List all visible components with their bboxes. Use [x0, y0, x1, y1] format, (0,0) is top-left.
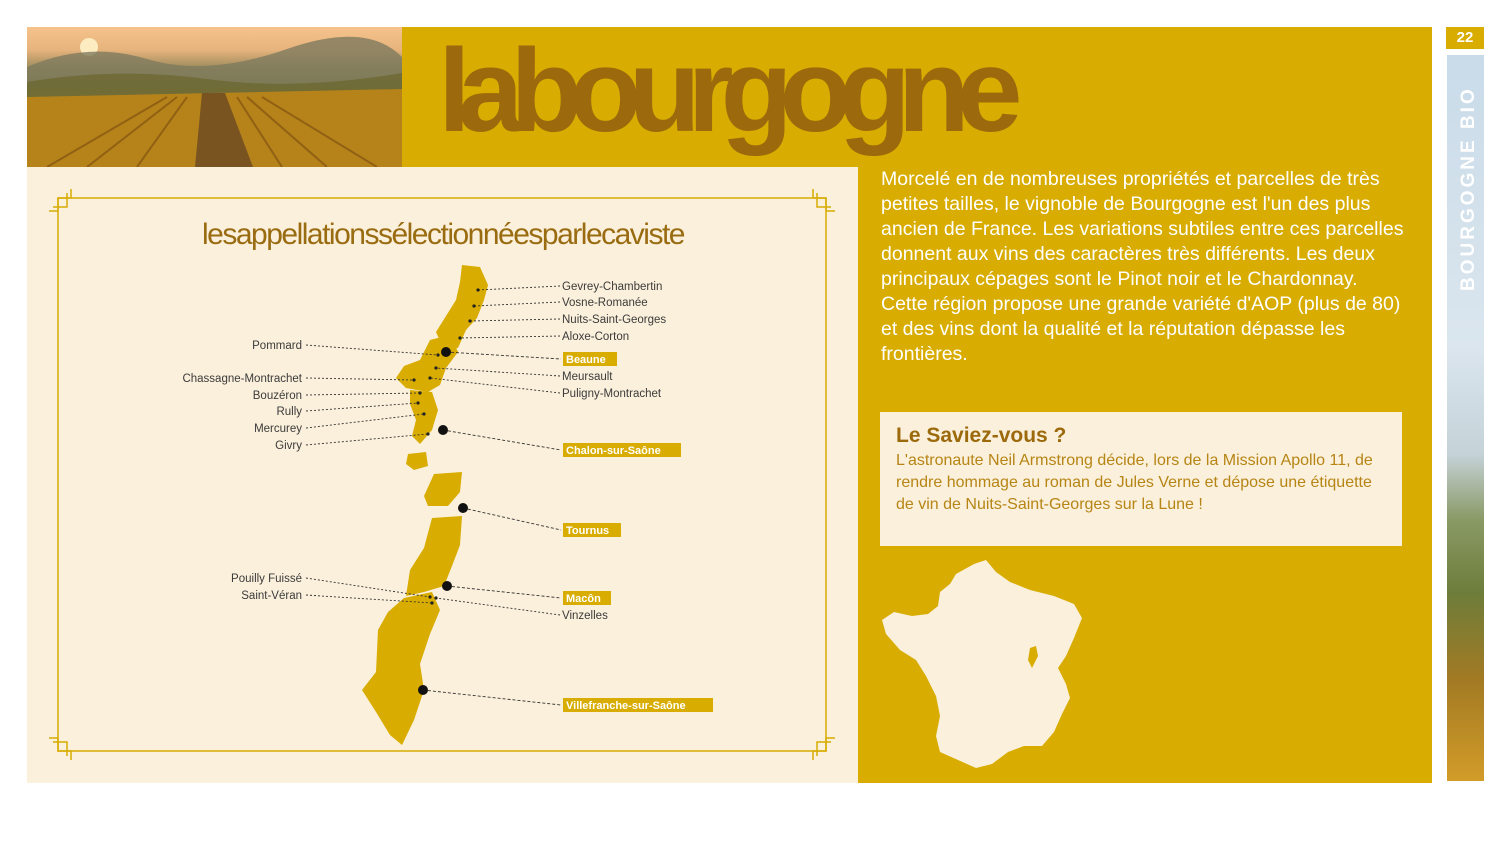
leader-line	[306, 403, 418, 411]
page-number: 22	[1446, 27, 1484, 49]
appellation-label: Vinzelles	[562, 610, 608, 622]
appellation-label: Puligny-Montrachet	[562, 388, 662, 400]
side-label-text: BOURGOGNE BIO	[1458, 86, 1479, 291]
city-label: Tournus	[566, 525, 610, 537]
fact-text: L'astronaute Neil Armstrong décide, lors de la Mission Apollo 11, de rendre hommage au roman de Jules Verne et dépose une étiquette de vin de Nuits-Saint-Georges sur la Lune !	[896, 452, 1373, 513]
leader-line	[460, 336, 560, 338]
city-leader-line	[443, 430, 561, 450]
appellation-point	[430, 601, 433, 604]
city-leader-line	[463, 508, 561, 530]
intro-paragraph-1: Morcelé en de nombreuses propriétés et parcelles de très petites tailles, le vignoble de Bourgogne est l'un des plus ancien de France. Les variations subtiles entre ces parcelles donnent aux vins des caractères très différents. Les deux principaux cépages sont le Pinot noir et le Chardonnay.	[881, 168, 1404, 290]
appellation-point	[434, 596, 437, 599]
appellation-point	[418, 391, 421, 394]
leader-line	[470, 319, 560, 321]
intro-paragraph-2: Cette région propose une grande variété d'AOP (plus de 80) et des vins dont la qualité et la réputation dépasse les frontières.	[881, 293, 1401, 365]
leader-line	[474, 302, 560, 306]
appellation-point	[416, 401, 419, 404]
appellation-point	[434, 366, 437, 369]
leader-line	[430, 378, 560, 393]
appellation-label: Givry	[275, 440, 302, 452]
appellation-point	[436, 353, 439, 356]
city-label: Villefranche-sur-Saône	[566, 700, 686, 712]
leader-line	[436, 368, 560, 376]
leader-line	[436, 598, 560, 615]
city-label: Macôn	[566, 593, 601, 605]
page-title: labourgogne	[438, 25, 1010, 157]
appellation-point	[428, 376, 431, 379]
appellation-point	[426, 432, 429, 435]
appellation-point	[468, 319, 471, 322]
appellation-point	[476, 288, 479, 291]
intro-text	[881, 167, 1411, 367]
city-label: Chalon-sur-Saône	[566, 445, 661, 457]
appellation-label: Pommard	[252, 340, 302, 352]
map-title: lesappellationssélectionnéesparlecaviste	[201, 218, 684, 251]
appellation-label: Meursault	[562, 371, 613, 383]
appellation-label: Saint-Véran	[241, 590, 302, 602]
appellation-label: Mercurey	[254, 423, 302, 435]
city-label: Beaune	[566, 354, 606, 366]
city-point	[441, 347, 451, 357]
leader-line	[306, 434, 428, 445]
appellation-label: Chassagne-Montrachet	[182, 373, 302, 385]
city-point	[458, 503, 468, 513]
city-leader-line	[446, 352, 561, 359]
appellation-point	[458, 336, 461, 339]
leader-line	[306, 393, 420, 395]
city-point	[418, 685, 428, 695]
city-point	[442, 581, 452, 591]
city-leader-line	[423, 690, 561, 705]
appellation-label: Nuits-Saint-Georges	[562, 314, 667, 326]
appellation-point	[428, 595, 431, 598]
city-point	[438, 425, 448, 435]
appellation-label: Vosne-Romanée	[562, 297, 648, 309]
appellation-point	[412, 378, 415, 381]
leader-line	[306, 414, 424, 428]
leader-line	[478, 286, 560, 290]
appellation-label: Gevrey-Chambertin	[562, 281, 663, 293]
fact-box	[880, 412, 1402, 546]
fact-heading: Le Saviez-vous ?	[896, 424, 1067, 447]
city-leader-line	[447, 586, 561, 598]
appellation-label: Pouilly Fuissé	[231, 573, 302, 585]
leader-line	[306, 345, 438, 355]
appellation-point	[422, 412, 425, 415]
side-label	[1437, 55, 1495, 295]
vineyard-region	[362, 265, 488, 745]
appellation-label: Rully	[276, 406, 302, 418]
france-map	[878, 556, 1088, 770]
appellation-label: Aloxe-Corton	[562, 331, 630, 343]
appellation-label: Bouzéron	[252, 390, 302, 402]
appellation-point	[472, 304, 475, 307]
